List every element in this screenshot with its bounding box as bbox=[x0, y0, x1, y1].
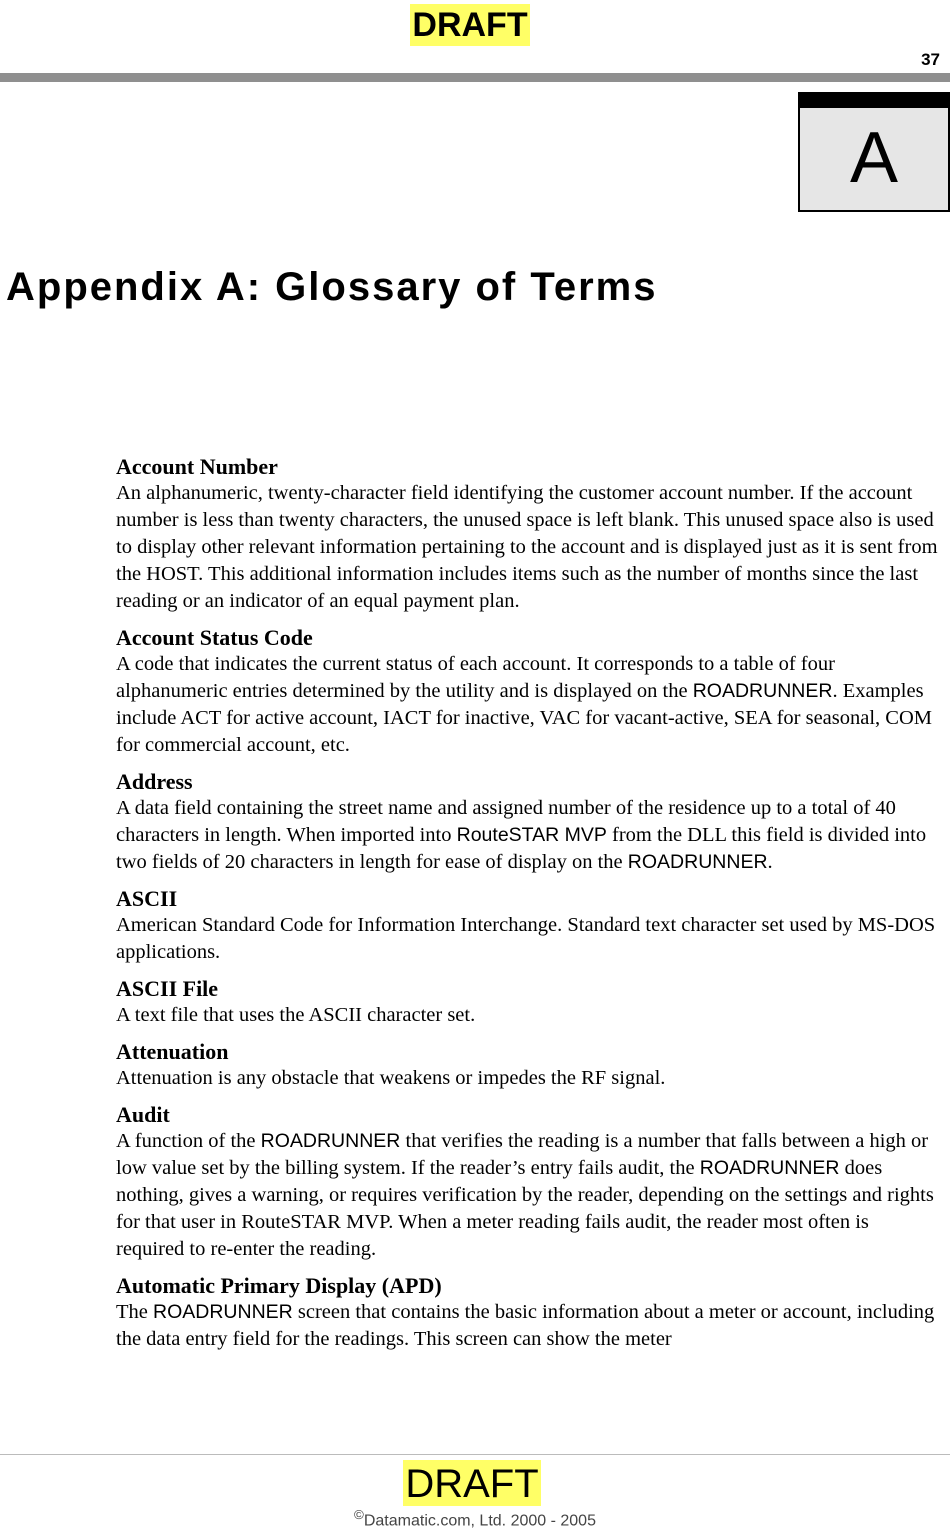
glossary-definition bbox=[116, 480, 942, 615]
glossary-definition bbox=[116, 1128, 942, 1263]
product-name: ROADRUNNER bbox=[260, 1130, 401, 1152]
page-number: 37 bbox=[921, 50, 940, 69]
glossary-entry bbox=[116, 453, 942, 615]
glossary-definition bbox=[116, 1065, 942, 1092]
glossary-entry bbox=[116, 1038, 942, 1092]
glossary-definition bbox=[116, 1299, 942, 1353]
appendix-tab bbox=[798, 92, 950, 212]
page-title: Appendix A: Glossary of Terms bbox=[6, 265, 658, 309]
product-name: ROADRUNNER bbox=[153, 1301, 293, 1323]
definition-text: that verifies the reading is a number that falls between a high or low value set by the billing system. If the reader’s entry fails audit, the bbox=[116, 1130, 929, 1179]
glossary-entry bbox=[116, 768, 942, 876]
glossary-term: Account Number bbox=[116, 454, 278, 479]
glossary-definition bbox=[116, 651, 942, 759]
draft-watermark-bottom: DRAFT bbox=[403, 1460, 541, 1506]
copyright-text: Datamatic.com, Ltd. 2000 - 2005 bbox=[363, 1512, 596, 1530]
glossary-entry bbox=[116, 624, 942, 759]
definition-text: A text file that uses the ASCII character set. bbox=[116, 1004, 476, 1026]
glossary-term: ASCII bbox=[116, 886, 178, 911]
glossary-entry bbox=[116, 1272, 942, 1353]
definition-text: A data field containing the street name and assigned number of the residence up to a total of 40 characters in length. When imported into bbox=[116, 797, 896, 846]
glossary-entry bbox=[116, 1101, 942, 1263]
definition-text: A code that indicates the current status of each account. It corresponds to a table of four alphanumeric entries determined by the utility and is displayed on the bbox=[116, 653, 835, 702]
definition-text: A function of the bbox=[116, 1130, 261, 1152]
draft-watermark-top: DRAFT bbox=[410, 4, 530, 46]
footer-rule bbox=[0, 1454, 950, 1455]
definition-text: from the DLL this field is divided into two fields of 20 characters in length for ease of display on the bbox=[116, 824, 927, 873]
copyright-notice bbox=[0, 1507, 950, 1530]
product-name: ROADRUNNER bbox=[627, 851, 768, 873]
product-name: ROADRUNNER bbox=[692, 680, 833, 702]
product-name: RouteSTAR MVP bbox=[456, 824, 607, 846]
appendix-tab-letter: A bbox=[849, 118, 899, 198]
definition-text: . bbox=[767, 851, 773, 873]
glossary-term: Automatic Primary Display (APD) bbox=[116, 1273, 442, 1298]
glossary-definition bbox=[116, 912, 942, 966]
glossary-term: Attenuation bbox=[116, 1039, 229, 1064]
glossary-entry bbox=[116, 885, 942, 966]
glossary-list bbox=[116, 453, 942, 1362]
definition-text: screen that contains the basic information about a meter or account, including the data entry field for the readings. This screen can show the meter bbox=[116, 1301, 935, 1350]
definition-text: American Standard Code for Information Interchange. Standard text character set used by MS-DOS applications. bbox=[116, 914, 936, 963]
glossary-term: Audit bbox=[116, 1102, 170, 1127]
glossary-term: Account Status Code bbox=[116, 625, 313, 650]
copyright-symbol: © bbox=[354, 1507, 364, 1522]
glossary-entry bbox=[116, 975, 942, 1029]
product-name: ROADRUNNER bbox=[699, 1157, 840, 1179]
definition-text: Attenuation is any obstacle that weakens or impedes the RF signal. bbox=[116, 1067, 666, 1089]
appendix-tab-bar bbox=[800, 94, 948, 108]
definition-text: An alphanumeric, twenty-character field identifying the customer account number. If the account number is less than twenty characters, the unused space is left blank. This unused space also is used to display other relevant information pertaining to the account and is displayed just as it is sent from the HOST. This additional information includes items such as the number of months since the last reading or an indicator of an equal payment plan. bbox=[116, 482, 938, 612]
definition-text: The bbox=[116, 1301, 153, 1323]
glossary-term: ASCII File bbox=[116, 976, 219, 1001]
glossary-definition bbox=[116, 795, 942, 876]
definition-text: does nothing, gives a warning, or requires verification by the reader, depending on the settings and rights for that user in RouteSTAR MVP. When a meter reading fails audit, the reader most often is required to re-enter the reading. bbox=[116, 1157, 934, 1260]
header-rule bbox=[0, 73, 950, 82]
definition-text: . Examples include ACT for active account, IACT for inactive, VAC for vacant-active, SEA for seasonal, COM for commercial account, etc. bbox=[116, 680, 932, 756]
glossary-term: Address bbox=[116, 769, 193, 794]
glossary-definition bbox=[116, 1002, 942, 1029]
